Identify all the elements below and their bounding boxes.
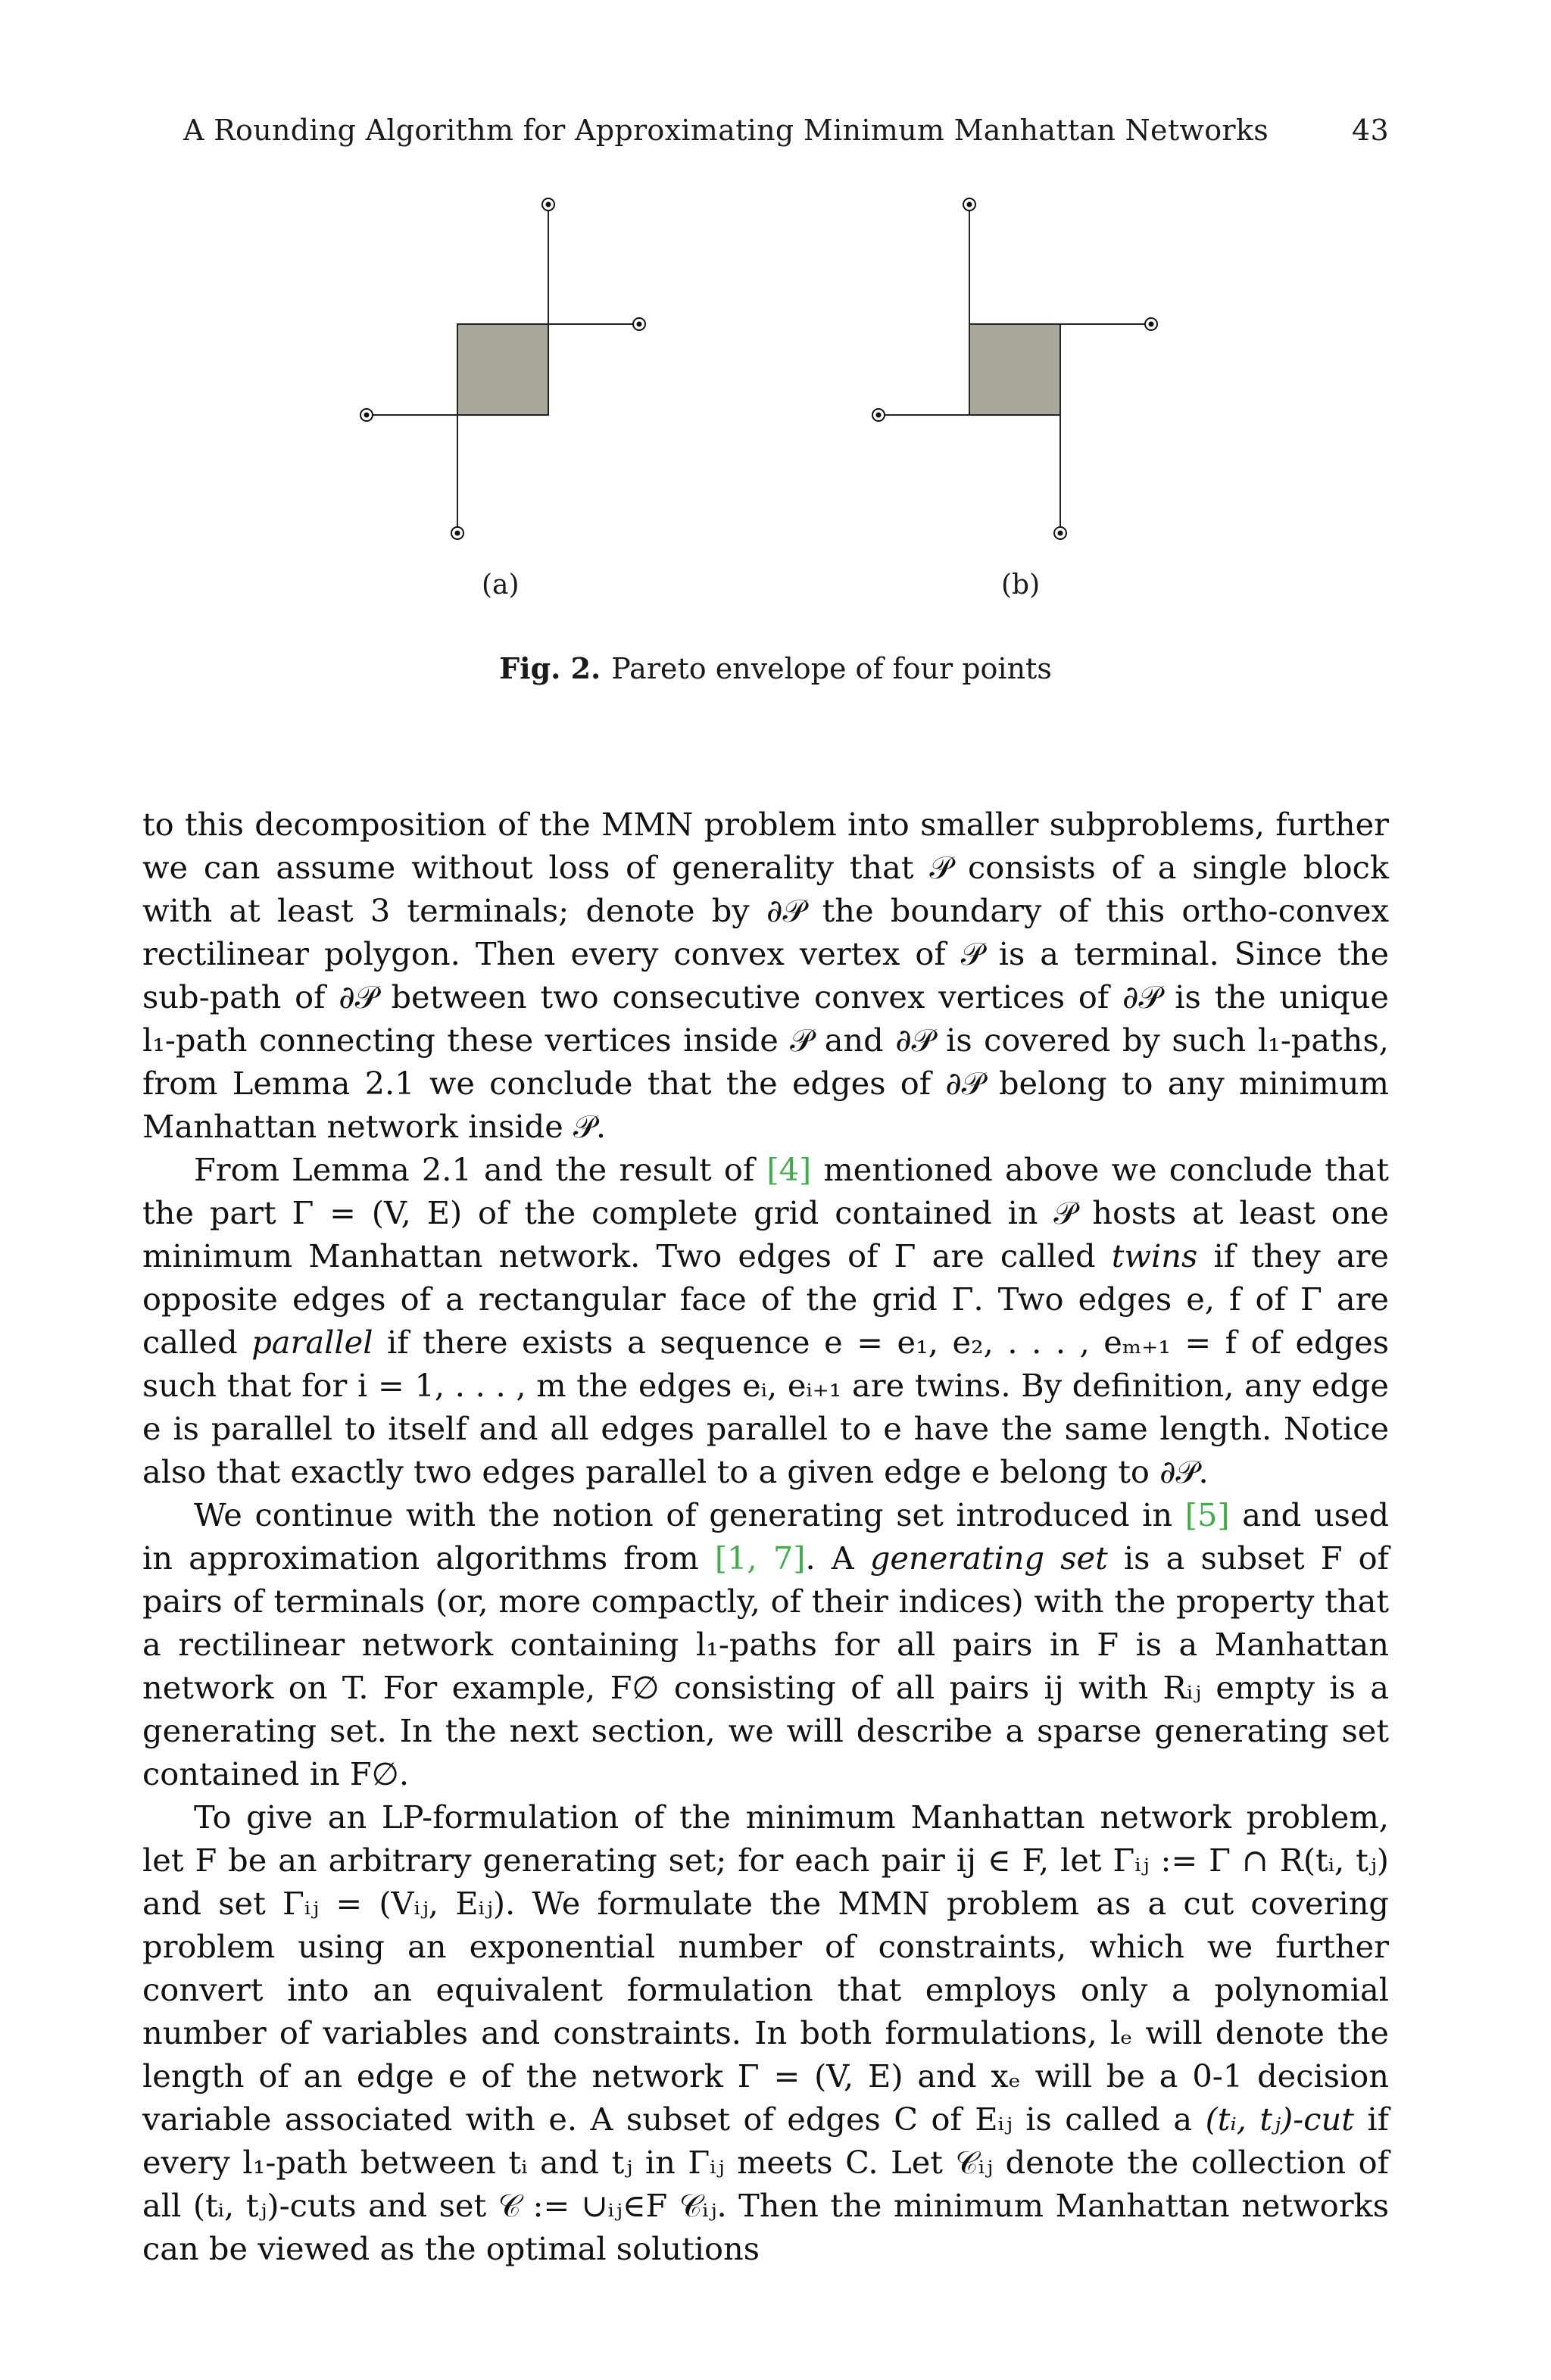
p3-text-d: is a subset F of pairs of terminals (or, more compactly, of their indices) with the property that a rectilinear network containing l₁-paths for all pairs in F is a Manhattan network on T. For example, F∅ consisting of all pairs ij with Rᵢⱼ empty is a generating set. In the next section, we will describe a sparse generating set contained in F∅. (142, 1539, 1389, 1792)
subfigure-label-a: (a) (482, 569, 520, 600)
terminal-point-a-bottom (451, 527, 463, 539)
p3-text-b: and used in approximation algorithms from (142, 1496, 1390, 1577)
term-generating-set: generating set (869, 1539, 1108, 1577)
p4-text-a: To give an LP-formulation of the minimum Manhattan network problem, let F be an arbitrary generating set; for each pair ij ∈ F, let Γᵢⱼ := Γ ∩ R(tᵢ, tⱼ) and set Γᵢⱼ = (Vᵢⱼ, Eᵢⱼ). We formulate the MMN problem as a cut covering problem using an exponential number of constraints, which we further convert into an equivalent formulation that employs only a polynomial number of variables and constraints. In both formulations, lₑ will denote the length of an edge e of the network Γ = (V, E) and xₑ will be a 0-1 decision variable associated with e. A subset of edges C of Eᵢⱼ is called a (142, 1798, 1389, 2138)
terminal-point-a-top (542, 198, 554, 211)
shaded-square-b (969, 324, 1060, 415)
paragraph-1: to this decomposition of the MMN problem into smaller subproblems, further we can assume without loss of generality that 𝒫 consists of a single block with at least 3 terminals; denote by ∂𝒫 the boundary of this ortho-convex rectilinear polygon. Then every convex vertex of 𝒫 is a terminal. Since the sub-path of ∂𝒫 between two consecutive convex vertices of ∂𝒫 is the unique l₁-path connecting these vertices inside 𝒫 and ∂𝒫 is covered by such l₁-paths, from Lemma 2.1 we conclude that the edges of ∂𝒫 belong to any minimum Manhattan network inside 𝒫. (142, 806, 1389, 1145)
terminal-point-b-top (963, 198, 975, 211)
paragraph-2 (142, 1148, 1389, 1493)
term-twins: twins (1111, 1237, 1198, 1274)
terminal-point-a-left (360, 409, 373, 421)
subfigure-label-b: (b) (1001, 569, 1041, 600)
terminal-point-a-right (633, 318, 645, 330)
terminal-point-b-bottom (1054, 527, 1066, 539)
terminal-point-b-left (872, 409, 885, 421)
figure-pareto-envelope (0, 0, 1551, 621)
paragraph-3 (142, 1493, 1389, 1795)
paragraph-4 (142, 1795, 1389, 2270)
running-title: A Rounding Algorithm for Approximating Minimum Manhattan Networks (183, 114, 1269, 147)
shaded-square-a (457, 324, 548, 415)
figure-panel-b (872, 198, 1157, 539)
p2-text-a: From Lemma 2.1 and the result of (194, 1151, 767, 1188)
p2-text-c: if they are opposite edges of a rectangular face of the grid Γ. Two edges e, f of Γ are called (142, 1237, 1389, 1361)
citation-link-4[interactable]: [4] (766, 1151, 812, 1188)
term-parallel: parallel (251, 1324, 373, 1361)
citation-link-5[interactable]: [5] (1184, 1496, 1230, 1533)
caption-text: Pareto envelope of four points (611, 652, 1052, 685)
figure-caption (0, 651, 1551, 685)
p3-text-a: We continue with the notion of generating set introduced in (194, 1496, 1185, 1533)
p3-text-c: . A (805, 1539, 870, 1577)
citation-link-1-7[interactable]: [1, 7] (714, 1539, 806, 1577)
term-cut: (tᵢ, tⱼ)-cut (1205, 2101, 1354, 2138)
figure-panel-a (360, 198, 645, 539)
p4-text-b: if every l₁-path between tᵢ and tⱼ in Γᵢⱼ meets C. Let 𝒞ᵢⱼ denote the collection of all (tᵢ, tⱼ)-cuts and set 𝒞 := ∪ᵢⱼ∈F 𝒞ᵢⱼ. Then the minimum Manhattan networks can be viewed as the optimal solutions (142, 2101, 1389, 2267)
caption-label: Fig. 2. (499, 651, 601, 685)
page-number: 43 (1352, 114, 1389, 147)
body-text (142, 803, 1389, 2270)
p2-text-d: if there exists a sequence e = e₁, e₂, . . . , eₘ₊₁ = f of edges such that for i = 1, . . . , m the edges eᵢ, eᵢ₊₁ are twins. By definition, any edge e is parallel to itself and all edges parallel to e have the same length. Notice also that exactly two edges parallel to a given edge e belong to ∂𝒫. (142, 1324, 1389, 1490)
terminal-point-b-right (1145, 318, 1157, 330)
p2-text-b: mentioned above we conclude that the part Γ = (V, E) of the complete grid contained in 𝒫 hosts at least one minimum Manhattan network. Two edges of Γ are called (142, 1151, 1390, 1274)
